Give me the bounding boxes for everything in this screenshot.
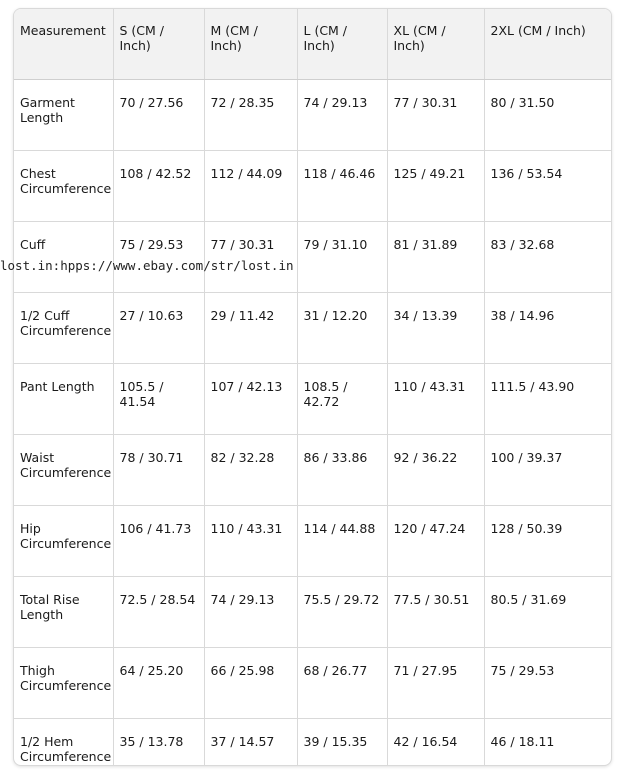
size-2xl-value: 80 / 31.50 — [484, 79, 611, 150]
measurement-name: Cuff — [14, 221, 113, 292]
measurement-name: Chest Circumference — [14, 150, 113, 221]
table-row — [14, 221, 611, 292]
size-l-value: 79 / 31.10 — [297, 221, 387, 292]
size-xl-value: 34 / 13.39 — [387, 292, 484, 363]
size-xl-value: 77 / 30.31 — [387, 79, 484, 150]
size-chart-table-container — [13, 8, 612, 766]
table-row — [14, 79, 611, 150]
size-l-value: 68 / 26.77 — [297, 647, 387, 718]
table-row — [14, 292, 611, 363]
size-s-value: 75 / 29.53 — [113, 221, 204, 292]
size-l-value: 86 / 33.86 — [297, 434, 387, 505]
size-s-value: 108 / 42.52 — [113, 150, 204, 221]
size-2xl-value: 38 / 14.96 — [484, 292, 611, 363]
size-2xl-value: 80.5 / 31.69 — [484, 576, 611, 647]
size-s-value: 70 / 27.56 — [113, 79, 204, 150]
size-2xl-value: 46 / 18.11 — [490, 733, 555, 749]
size-m-value: 72 / 28.35 — [204, 79, 297, 150]
size-l-value: 114 / 44.88 — [297, 505, 387, 576]
size-s-value: 106 / 41.73 — [113, 505, 204, 576]
size-s-value: 64 / 25.20 — [113, 647, 204, 718]
size-m-value: 66 / 25.98 — [204, 647, 297, 718]
table-row — [14, 647, 611, 718]
size-s-value: 78 / 30.71 — [113, 434, 204, 505]
header-row — [14, 9, 611, 79]
size-2xl-value: 136 / 53.54 — [484, 150, 611, 221]
store-watermark: lost.in:hpps://www.ebay.com/str/lost.in — [0, 258, 294, 273]
header-size-s: S (CM / Inch) — [113, 9, 204, 79]
table-row — [14, 576, 611, 647]
size-xl-value: 110 / 43.31 — [387, 363, 484, 434]
table-row — [14, 434, 611, 505]
measurement-name: 1/2 Cuff Circumference — [14, 292, 113, 363]
measurement-name: Thigh Circumference — [14, 647, 113, 718]
size-xl-value: 125 / 49.21 — [387, 150, 484, 221]
measurement-name: Pant Length — [14, 363, 113, 434]
header-size-m: M (CM / Inch) — [204, 9, 297, 79]
size-l-value: 108.5 / 42.72 — [297, 363, 387, 434]
header-measurement: Measurement — [14, 9, 113, 79]
size-l-value: 75.5 / 29.72 — [297, 576, 387, 647]
size-chart-table — [14, 9, 611, 766]
measurement-name: Garment Length — [14, 79, 113, 150]
size-l-value: 31 / 12.20 — [297, 292, 387, 363]
size-m-value: 82 / 32.28 — [204, 434, 297, 505]
table-row — [14, 505, 611, 576]
size-s-value: 72.5 / 28.54 — [113, 576, 204, 647]
size-2xl-value: 111.5 / 43.90 — [484, 363, 611, 434]
size-2xl-value: 100 / 39.37 — [484, 434, 611, 505]
size-m-value: 37 / 14.57 — [204, 718, 297, 766]
measurement-name: Hip Circumference — [14, 505, 113, 576]
size-s-value: 105.5 / 41.54 — [113, 363, 204, 434]
header-size-l: L (CM / Inch) — [297, 9, 387, 79]
header-size-xl: XL (CM / Inch) — [387, 9, 484, 79]
size-xl-value: 42 / 16.54 — [387, 718, 484, 766]
size-xl-value: 71 / 27.95 — [387, 647, 484, 718]
size-xl-value: 92 / 36.22 — [387, 434, 484, 505]
size-2xl-value: 83 / 32.68 — [484, 221, 611, 292]
header-size-2xl: 2XL (CM / Inch) — [484, 9, 611, 79]
size-2xl-value: 128 / 50.39 — [484, 505, 611, 576]
size-xl-value: 120 / 47.24 — [387, 505, 484, 576]
size-l-value: 74 / 29.13 — [297, 79, 387, 150]
size-l-value: 118 / 46.46 — [297, 150, 387, 221]
measurement-name: Total Rise Length — [14, 576, 113, 647]
size-2xl-value: 75 / 29.53 — [484, 647, 611, 718]
table-row — [14, 150, 611, 221]
measurement-name: Waist Circumference — [14, 434, 113, 505]
measurement-name: 1/2 Hem Circumference — [14, 718, 113, 766]
size-m-value: 107 / 42.13 — [204, 363, 297, 434]
size-s-value: 35 / 13.78 — [113, 718, 204, 766]
table-row — [14, 363, 611, 434]
size-m-value: 74 / 29.13 — [204, 576, 297, 647]
size-m-value: 29 / 11.42 — [204, 292, 297, 363]
size-s-value: 27 / 10.63 — [113, 292, 204, 363]
size-l-value: 39 / 15.35 — [297, 718, 387, 766]
size-xl-value: 77.5 / 30.51 — [387, 576, 484, 647]
size-m-value: 112 / 44.09 — [204, 150, 297, 221]
table-row — [14, 718, 611, 766]
size-xl-value: 81 / 31.89 — [387, 221, 484, 292]
size-m-value: 110 / 43.31 — [204, 505, 297, 576]
size-m-value: 77 / 30.31 — [204, 221, 297, 292]
